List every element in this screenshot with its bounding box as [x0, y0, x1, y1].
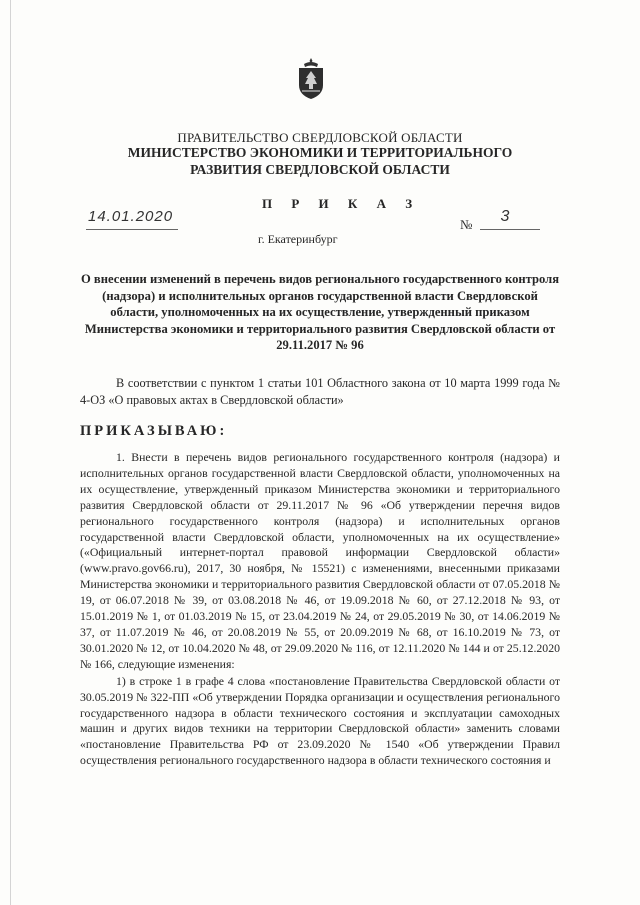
date-underline — [86, 229, 178, 230]
number-underline — [480, 229, 540, 230]
body-paragraph-2: 1) в строке 1 в графе 4 слова «постановление Правительства Свердловской области от 30.05.2019 № 322-ПП «Об утверждении Порядка организации и осуществления регионального государственного надзора в области технического состояния и эксплуатации самоходных машин и других видов техники на территории Свердловской области» заменить словами «постановление Правительства РФ от 23.09.2020 № 1540 «Об утверждении Правил осуществления регионального государственного надзора в области технического состояния и — [80, 673, 560, 768]
order-city: г. Екатеринбург — [258, 232, 338, 246]
order-title: П Р И К А З — [262, 196, 421, 211]
coat-of-arms-emblem — [296, 58, 326, 100]
body-paragraph-1: 1. Внести в перечень видов регионального государственного контроля (надзора) и исполнительных органов государственной власти Свердловской области, уполномоченных на их осуществление, утвержденный приказом Министерства экономики и территориального развития Свердловской области от 29.11.2017 № 96 «Об утверждении перечня видов регионального государственного контроля (надзора) и исполнительных органов государственной власти Свердловской области, уполномоченных на их осуществление» («Официальный интернет-портал правовой информации Свердловской области» (www.pravo.gov66.ru), 2017, 30 ноября, № 15521) с изменениями, внесенными приказами Министерства экономики и территориального развития Свердловской области от 07.05.2018 № 19, от 06.07.2018 № 39, от 03.08.2018 № 46, от 19.09.2018 № 60, от 27.12.2018 № 93, от 15.01.2019 № 1, от 01.03.2019 № 15, от 23.04.2019 № 24, от 29.05.2019 № 30, от 14.06.2019 № 37, от 11.07.2019 № 46, от 20.08.2019 № 55, от 20.09.2019 № 68, от 16.10.2019 № 73, от 30.01.2020 № 12, от 10.04.2020 № 48, от 29.09.2020 № 116, от 12.11.2020 № 144 и от 25.12.2020 № 166, следующие изменения: — [80, 450, 560, 671]
order-subject: О внесении изменений в перечень видов регионального государственного контроля (надзора) и исполнительных органов государственной власти Свердловской области, уполномоченных на их осуществление, утвержденный приказом Министерства экономики и территориального развития Свердловской области от 29.11.2017 № 96 — [80, 272, 560, 352]
order-date: 14.01.2020 — [88, 208, 174, 225]
order-body — [80, 450, 560, 769]
decree-word: ПРИКАЗЫВАЮ: — [80, 423, 228, 439]
order-number-label: № — [460, 217, 473, 232]
ministry-header-line1: МИНИСТЕРСТВО ЭКОНОМИКИ И ТЕРРИТОРИАЛЬНОГО — [127, 145, 513, 160]
ministry-header-line2: РАЗВИТИЯ СВЕРДЛОВСКОЙ ОБЛАСТИ — [190, 162, 450, 177]
order-preamble: В соответствии с пунктом 1 статьи 101 Областного закона от 10 марта 1999 года № 4-ОЗ «О правовых актах в Свердловской области» — [80, 376, 560, 407]
government-header: ПРАВИТЕЛЬСТВО СВЕРДЛОВСКОЙ ОБЛАСТИ — [177, 130, 463, 145]
order-number: 3 — [500, 208, 510, 225]
